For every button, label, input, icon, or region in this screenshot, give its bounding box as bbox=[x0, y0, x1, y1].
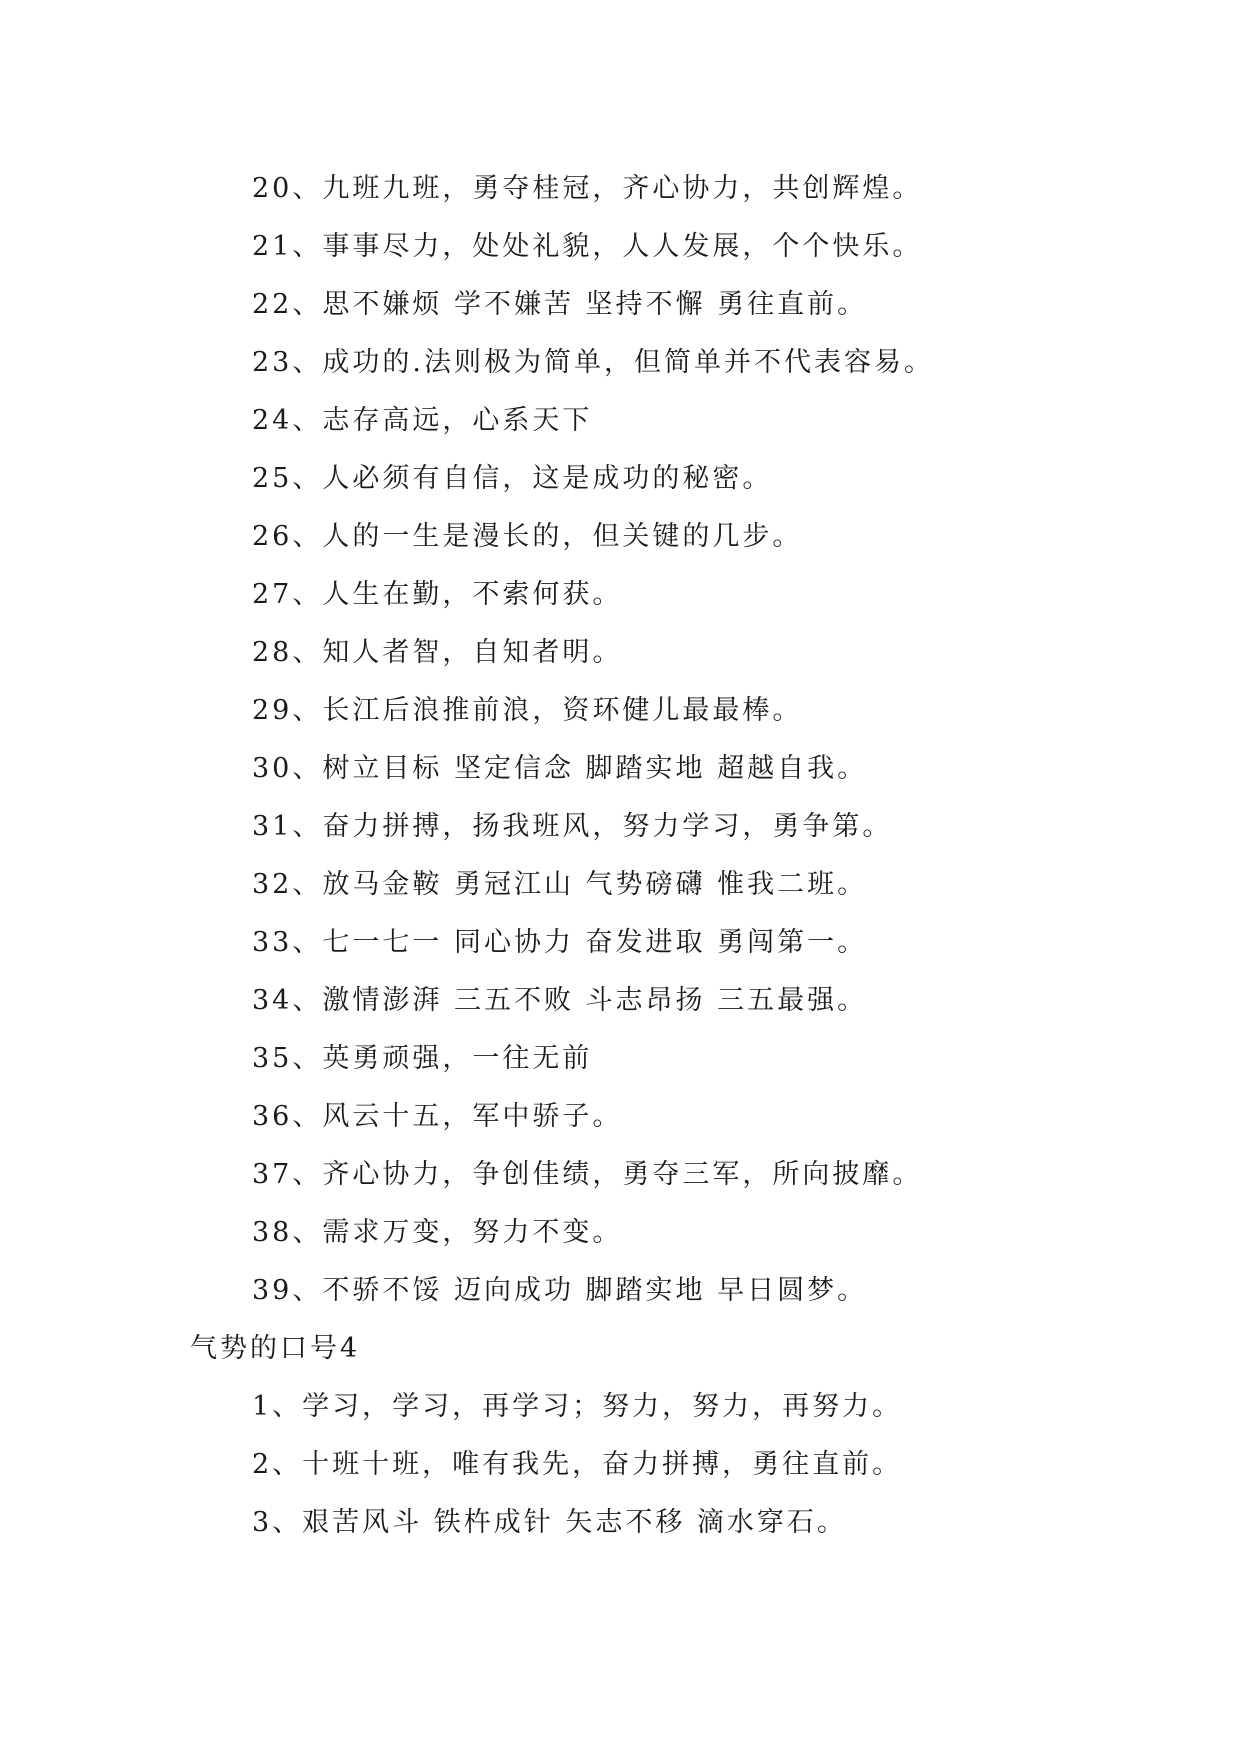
slogan-item: 25、人必须有自信，这是成功的秘密。 bbox=[252, 463, 773, 494]
slogan-item: 26、人的一生是漫长的，但关键的几步。 bbox=[252, 521, 803, 552]
slogan-item: 32、放马金鞍 勇冠江山 气势磅礴 惟我二班。 bbox=[252, 869, 868, 900]
slogan-item: 20、九班九班，勇夺桂冠，齐心协力，共创辉煌。 bbox=[252, 173, 923, 204]
slogan-item: 23、成功的.法则极为简单，但简单并不代表容易。 bbox=[252, 347, 934, 378]
slogan-item: 36、风云十五，军中骄子。 bbox=[252, 1101, 623, 1132]
slogan-item: 31、奋力拼搏，扬我班风，努力学习，勇争第。 bbox=[252, 811, 893, 842]
slogan-item: 33、七一七一 同心协力 奋发进取 勇闯第一。 bbox=[252, 927, 868, 958]
section-heading: 气势的口号4 bbox=[190, 1333, 361, 1364]
slogan-item: 24、志存高远，心系天下 bbox=[252, 405, 593, 436]
slogan-item: 38、需求万变，努力不变。 bbox=[252, 1217, 623, 1248]
slogan-item: 39、不骄不馁 迈向成功 脚踏实地 早日圆梦。 bbox=[252, 1275, 868, 1306]
slogan-item: 21、事事尽力，处处礼貌，人人发展，个个快乐。 bbox=[252, 231, 923, 262]
slogan-item: 29、长江后浪推前浪，资环健儿最最棒。 bbox=[252, 695, 803, 726]
slogan-item: 27、人生在勤，不索何获。 bbox=[252, 579, 623, 610]
slogan-item: 30、树立目标 坚定信念 脚踏实地 超越自我。 bbox=[252, 753, 868, 784]
slogan-item: 28、知人者智，自知者明。 bbox=[252, 637, 623, 668]
slogan-item: 22、思不嫌烦 学不嫌苦 坚持不懈 勇往直前。 bbox=[252, 289, 868, 320]
slogan-item: 2、十班十班，唯有我先，奋力拼搏，勇往直前。 bbox=[252, 1449, 903, 1480]
slogan-item: 1、学习，学习，再学习；努力，努力，再努力。 bbox=[252, 1391, 903, 1422]
document-body bbox=[190, 160, 1090, 1552]
slogan-item: 34、激情澎湃 三五不败 斗志昂扬 三五最强。 bbox=[252, 985, 868, 1016]
slogan-item: 3、艰苦风斗 铁杵成针 矢志不移 滴水穿石。 bbox=[252, 1507, 847, 1538]
slogan-item: 37、齐心协力，争创佳绩，勇夺三军，所向披靡。 bbox=[252, 1159, 923, 1190]
slogan-item: 35、英勇顽强，一往无前 bbox=[252, 1043, 593, 1074]
